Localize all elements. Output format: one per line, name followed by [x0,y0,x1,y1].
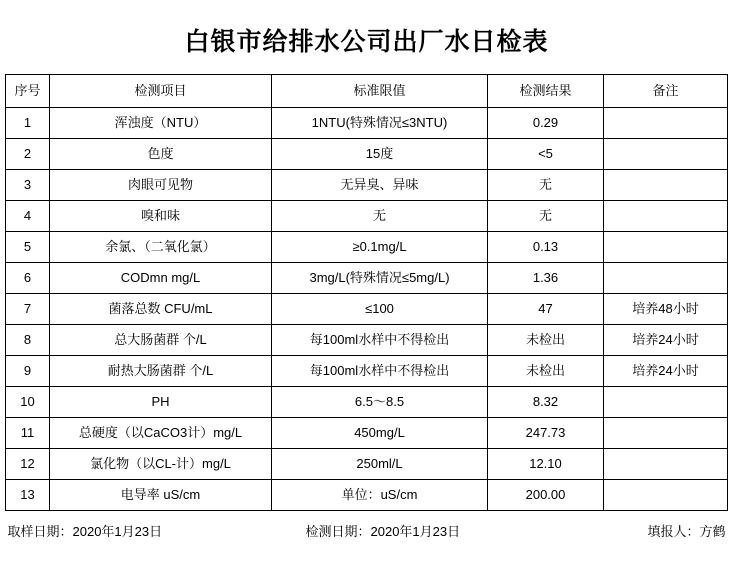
cell-note: 培养24小时 [604,356,728,387]
table-header-row [6,75,728,108]
cell-std: 250ml/L [272,449,488,480]
cell-result: 未检出 [488,325,604,356]
cell-item: 浑浊度（NTU） [50,108,272,139]
cell-std: 单位：uS/cm [272,480,488,511]
cell-note [604,201,728,232]
cell-note [604,170,728,201]
cell-note [604,387,728,418]
cell-item: 肉眼可见物 [50,170,272,201]
cell-item: 色度 [50,139,272,170]
cell-no: 7 [6,294,50,325]
table-row [6,418,728,449]
sampling-date-label: 取样日期：2020年1月23日 [7,524,163,539]
cell-std: 每100ml水样中不得检出 [272,356,488,387]
cell-result: 200.00 [488,480,604,511]
reporter-label: 填报人：方鹤 [647,524,726,539]
cell-std: 3mg/L(特殊情况≤5mg/L) [272,263,488,294]
cell-note [604,418,728,449]
cell-result: <5 [488,139,604,170]
cell-item: 嗅和味 [50,201,272,232]
cell-result: 1.36 [488,263,604,294]
cell-std: 无异臭、异味 [272,170,488,201]
column-header-note: 备注 [604,75,728,108]
cell-no: 9 [6,356,50,387]
cell-no: 12 [6,449,50,480]
cell-item: PH [50,387,272,418]
table-row [6,325,728,356]
cell-no: 3 [6,170,50,201]
cell-result: 0.13 [488,232,604,263]
cell-note [604,263,728,294]
table-row [6,139,728,170]
cell-no: 4 [6,201,50,232]
column-header-no: 序号 [6,75,50,108]
cell-no: 11 [6,418,50,449]
cell-no: 10 [6,387,50,418]
column-header-result: 检测结果 [488,75,604,108]
cell-result: 247.73 [488,418,604,449]
cell-item: 总大肠菌群 个/L [50,325,272,356]
cell-result: 未检出 [488,356,604,387]
cell-item: CODmn mg/L [50,263,272,294]
cell-result: 无 [488,170,604,201]
test-date-label: 检测日期：2020年1月23日 [305,524,461,539]
table-row [6,294,728,325]
page-title: 白银市给排水公司出厂水日检表 [184,29,549,56]
cell-note [604,480,728,511]
cell-note: 培养48小时 [604,294,728,325]
cell-result: 8.32 [488,387,604,418]
column-header-std: 标准限值 [272,75,488,108]
cell-no: 5 [6,232,50,263]
cell-std: ≥0.1mg/L [272,232,488,263]
cell-std: ≤100 [272,294,488,325]
cell-std: 15度 [272,139,488,170]
cell-result: 0.29 [488,108,604,139]
table-row [6,108,728,139]
cell-item: 总硬度（以CaCO3计）mg/L [50,418,272,449]
cell-no: 8 [6,325,50,356]
cell-note [604,232,728,263]
cell-item: 耐热大肠菌群 个/L [50,356,272,387]
table-row [6,201,728,232]
cell-std: 450mg/L [272,418,488,449]
cell-result: 无 [488,201,604,232]
cell-item: 菌落总数 CFU/mL [50,294,272,325]
cell-item: 电导率 uS/cm [50,480,272,511]
cell-note [604,108,728,139]
cell-no: 1 [6,108,50,139]
cell-result: 47 [488,294,604,325]
cell-no: 13 [6,480,50,511]
cell-note: 培养24小时 [604,325,728,356]
table-row [6,356,728,387]
cell-result: 12.10 [488,449,604,480]
water-quality-table [5,74,728,511]
cell-item: 氯化物（以CL-计）mg/L [50,449,272,480]
cell-item: 余氯、（二氧化氯） [50,232,272,263]
cell-std: 6.5～8.5 [272,387,488,418]
table-row [6,170,728,201]
table-row [6,480,728,511]
table-row [6,449,728,480]
cell-std: 无 [272,201,488,232]
column-header-item: 检测项目 [50,75,272,108]
cell-note [604,139,728,170]
table-row [6,263,728,294]
cell-no: 6 [6,263,50,294]
cell-std: 1NTU(特殊情况≤3NTU) [272,108,488,139]
cell-no: 2 [6,139,50,170]
cell-std: 每100ml水样中不得检出 [272,325,488,356]
document-footer [6,515,728,545]
table-row [6,232,728,263]
table-row [6,387,728,418]
cell-note [604,449,728,480]
